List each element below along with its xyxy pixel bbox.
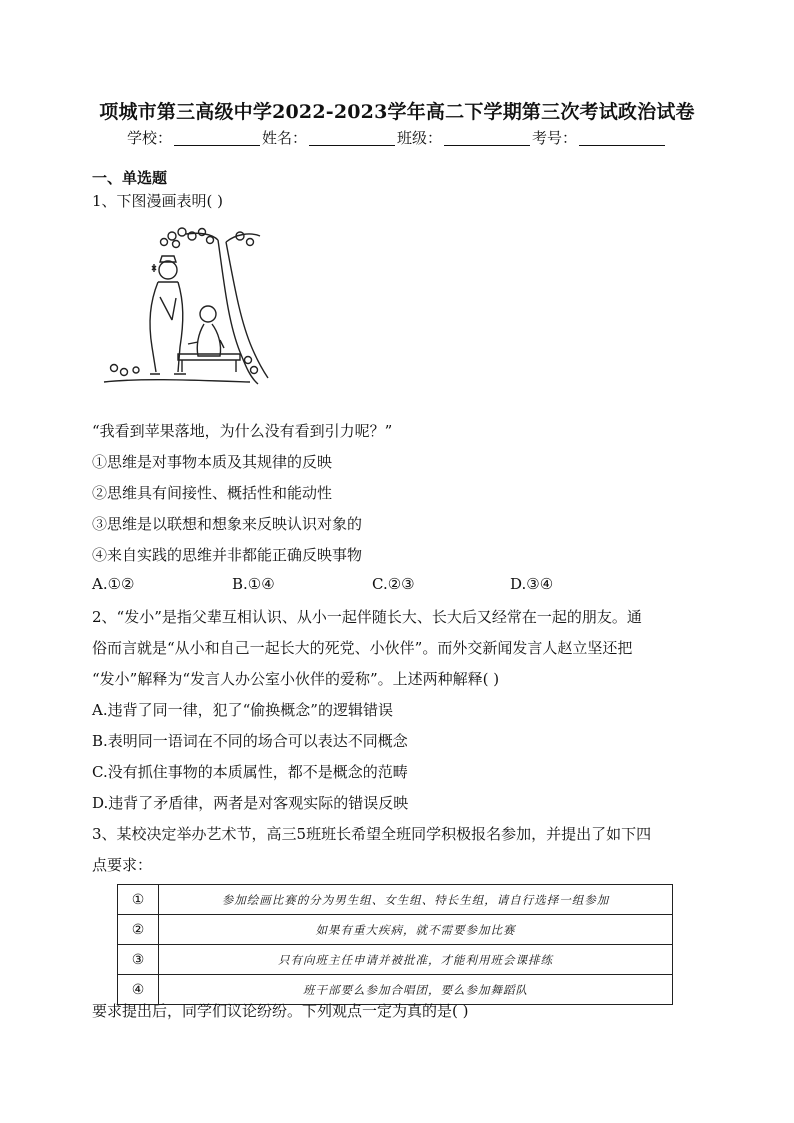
table-row-number: ① bbox=[118, 885, 159, 915]
q2-stem-line-3: “发小”解释为“发言人办公室小伙伴的爱称”。上述两种解释( ) bbox=[92, 670, 500, 688]
q1-option-c[interactable]: C.②③ bbox=[372, 575, 415, 593]
q2-stem-line-1: 2、“发小”是指父辈互相认识、从小一起伴随长大、长大后又经常在一起的朋友。通 bbox=[92, 608, 642, 626]
name-blank[interactable] bbox=[309, 131, 395, 146]
table-row-number: ③ bbox=[118, 945, 159, 975]
school-blank[interactable] bbox=[174, 131, 260, 146]
table-row-number: ④ bbox=[118, 975, 159, 1005]
requirements-table bbox=[117, 884, 673, 1005]
table-row-text: 如果有重大疾病，就不需要参加比赛 bbox=[159, 915, 673, 945]
exam-number-blank[interactable] bbox=[579, 131, 665, 146]
q1-option-d[interactable]: D.③④ bbox=[510, 575, 554, 593]
q1-statement-2: ②思维具有间接性、概括性和能动性 bbox=[92, 484, 333, 502]
q1-quote: “我看到苹果落地，为什么没有看到引力呢？” bbox=[92, 422, 393, 440]
table-row bbox=[118, 915, 673, 945]
q1-option-a[interactable]: A.①② bbox=[92, 575, 135, 593]
table-row bbox=[118, 945, 673, 975]
q2-option-c[interactable]: C.没有抓住事物的本质属性，都不是概念的范畴 bbox=[92, 763, 408, 781]
q1-stem: 1、下图漫画表明( ) bbox=[92, 192, 224, 210]
q1-statement-4: ④来自实践的思维并非都能正确反映事物 bbox=[92, 546, 363, 564]
table-row-text: 只有向班主任申请并被批准，才能利用班会课排练 bbox=[159, 945, 673, 975]
q3-stem-line-1: 3、某校决定举办艺术节，高三5班班长希望全班同学积极报名参加，并提出了如下四 bbox=[92, 825, 652, 843]
q3-stem-line-2: 点要求： bbox=[92, 856, 153, 874]
class-blank[interactable] bbox=[444, 131, 530, 146]
table-row bbox=[118, 885, 673, 915]
q1-statement-1: ①思维是对事物本质及其规律的反映 bbox=[92, 453, 333, 471]
q1-option-b[interactable]: B.①④ bbox=[232, 575, 275, 593]
school-label: 学校： bbox=[126, 129, 172, 147]
q2-option-b[interactable]: B.表明同一语词在不同的场合可以表达不同概念 bbox=[92, 732, 408, 750]
student-info-row bbox=[0, 127, 794, 148]
q2-option-a[interactable]: A.违背了同一律，犯了“偷换概念”的逻辑错误 bbox=[92, 701, 393, 719]
q1-statement-3: ③思维是以联想和想象来反映认识对象的 bbox=[92, 515, 363, 533]
q2-option-d[interactable]: D.违背了矛盾律，两者是对客观实际的错误反映 bbox=[92, 794, 409, 812]
section-heading: 一、单选题 bbox=[92, 169, 168, 187]
table-row-number: ② bbox=[118, 915, 159, 945]
table-row-text: 班干部要么参加合唱团，要么参加舞蹈队 bbox=[159, 975, 673, 1005]
q3-after-text: 要求提出后，同学们议论纷纷。下列观点一定为真的是( ) bbox=[92, 1002, 469, 1020]
name-label: 姓名： bbox=[261, 129, 307, 147]
class-label: 班级： bbox=[397, 129, 443, 147]
table-row-text: 参加绘画比赛的分为男生组、女生组、特长生组，请自行选择一组参加 bbox=[159, 885, 673, 915]
exam-number-label: 考号： bbox=[532, 129, 578, 147]
q2-stem-line-2: 俗而言就是“从小和自己一起长大的死党、小伙伴”。而外交新闻发言人赵立坚还把 bbox=[92, 639, 633, 657]
exam-title: 项城市第三高级中学2022-2023学年高二下学期第三次考试政治试卷 bbox=[99, 101, 695, 123]
cartoon-image bbox=[100, 222, 270, 397]
